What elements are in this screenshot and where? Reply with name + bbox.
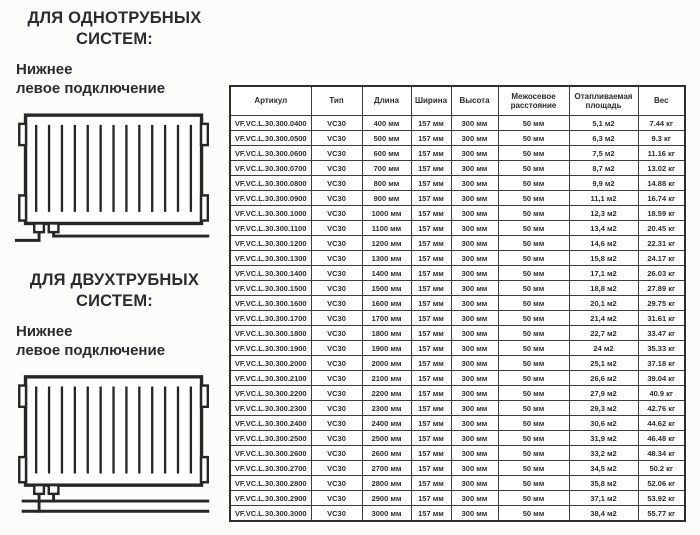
table-cell: VF.VC.L.30.300.2700 [230,461,311,476]
table-cell: VC30 [311,191,362,206]
table-cell: 50 мм [498,386,569,401]
table-cell: 157 мм [411,311,451,326]
table-cell: 9.3 кг [638,131,685,146]
table-row [230,191,685,206]
table-cell: VF.VC.L.30.300.3000 [230,506,311,522]
table-row [230,416,685,431]
table-cell: 300 мм [451,176,498,191]
table-cell: VF.VC.L.30.300.1100 [230,221,311,236]
table-cell: 157 мм [411,491,451,506]
table-cell: 50 мм [498,176,569,191]
table-row [230,401,685,416]
table-cell: 50 мм [498,341,569,356]
table-cell: 700 мм [362,161,411,176]
table-cell: 2200 мм [362,386,411,401]
table-cell: VF.VC.L.30.300.2800 [230,476,311,491]
table-cell: VC30 [311,221,362,236]
table-cell: 300 мм [451,416,498,431]
table-cell: 42.76 кг [638,401,685,416]
section-heading [12,270,217,312]
table-cell: 30,6 м2 [569,416,638,431]
column-header: Вес [638,86,685,116]
table-cell: VC30 [311,446,362,461]
table-cell: VF.VC.L.30.300.0900 [230,191,311,206]
table-cell: 300 мм [451,116,498,131]
table-cell: 300 мм [451,431,498,446]
table-row [230,221,685,236]
table-row [230,356,685,371]
table-cell: 157 мм [411,146,451,161]
table-cell: VC30 [311,161,362,176]
table-cell: 300 мм [451,311,498,326]
table-cell: 157 мм [411,356,451,371]
table-cell: 50 мм [498,401,569,416]
table-cell: 22.31 кг [638,236,685,251]
table-cell: VC30 [311,146,362,161]
table-row [230,266,685,281]
table-cell: 50 мм [498,461,569,476]
table-cell: VF.VC.L.30.300.2400 [230,416,311,431]
table-cell: 2300 мм [362,401,411,416]
table-cell: VF.VC.L.30.300.0500 [230,131,311,146]
table-cell: 300 мм [451,491,498,506]
table-cell: 300 мм [451,266,498,281]
table-cell: 400 мм [362,116,411,131]
table-cell: 39.04 кг [638,371,685,386]
table-cell: VC30 [311,131,362,146]
table-cell: 157 мм [411,236,451,251]
table-row [230,476,685,491]
table-cell: 157 мм [411,221,451,236]
table-cell: VF.VC.L.30.300.0700 [230,161,311,176]
table-cell: 29,3 м2 [569,401,638,416]
table-row [230,251,685,266]
table-cell: 33,2 м2 [569,446,638,461]
table-row [230,461,685,476]
table-cell: 300 мм [451,296,498,311]
table-cell: 50 мм [498,281,569,296]
table-cell: VF.VC.L.30.300.1300 [230,251,311,266]
table-cell: 157 мм [411,431,451,446]
table-cell: 157 мм [411,251,451,266]
table-row [230,341,685,356]
table-cell: 21,4 м2 [569,311,638,326]
table-cell: VC30 [311,311,362,326]
table-cell: 2500 мм [362,431,411,446]
heading-line: ДЛЯ ОДНОТРУБНЫХ [27,9,202,27]
table-cell: 18.59 кг [638,206,685,221]
section-single-pipe [12,8,217,246]
table-cell: 50 мм [498,326,569,341]
table-cell: 12,3 м2 [569,206,638,221]
table-cell: 1200 мм [362,236,411,251]
column-header: Длина [362,86,411,116]
column-header: Артикул [230,86,311,116]
table-cell: 25,1 м2 [569,356,638,371]
column-header: Тип [311,86,362,116]
table-cell: 46.48 кг [638,431,685,446]
table-cell: VF.VC.L.30.300.2100 [230,371,311,386]
heading-line: СИСТЕМ: [75,292,153,310]
spec-table-body [230,116,685,522]
table-cell: 157 мм [411,461,451,476]
table-cell: 157 мм [411,296,451,311]
table-cell: 2600 мм [362,446,411,461]
table-cell: 50 мм [498,446,569,461]
table-cell: 20,1 м2 [569,296,638,311]
table-row [230,371,685,386]
table-cell: 500 мм [362,131,411,146]
table-cell: 300 мм [451,161,498,176]
table-cell: 50 мм [498,506,569,522]
table-cell: 52.06 кг [638,476,685,491]
heading-line: СИСТЕМ: [75,30,153,48]
table-cell: VF.VC.L.30.300.0600 [230,146,311,161]
spec-table-container [229,85,684,522]
table-cell: 35.33 кг [638,341,685,356]
table-cell: VF.VC.L.30.300.2000 [230,356,311,371]
subtitle-line: Нижнее [16,61,73,78]
table-cell: 300 мм [451,206,498,221]
table-cell: 300 мм [451,131,498,146]
table-cell: 26,6 м2 [569,371,638,386]
table-cell: 157 мм [411,401,451,416]
table-cell: 1600 мм [362,296,411,311]
table-cell: 50 мм [498,206,569,221]
table-cell: VF.VC.L.30.300.2200 [230,386,311,401]
table-cell: 31,9 м2 [569,431,638,446]
table-cell: VC30 [311,506,362,522]
connection-type-label [16,323,217,360]
table-cell: 300 мм [451,461,498,476]
table-cell: 800 мм [362,176,411,191]
table-cell: 50 мм [498,251,569,266]
table-cell: VF.VC.L.30.300.2900 [230,491,311,506]
table-cell: 13.02 кг [638,161,685,176]
table-cell: VF.VC.L.30.300.1500 [230,281,311,296]
table-cell: 40.9 кг [638,386,685,401]
table-cell: VF.VC.L.30.300.0800 [230,176,311,191]
table-cell: 48.34 кг [638,446,685,461]
table-cell: 50 мм [498,491,569,506]
table-cell: VC30 [311,206,362,221]
table-cell: 1300 мм [362,251,411,266]
table-cell: 13,4 м2 [569,221,638,236]
table-cell: 300 мм [451,401,498,416]
table-cell: 24 м2 [569,341,638,356]
table-row [230,161,685,176]
table-cell: VC30 [311,431,362,446]
table-cell: 50 мм [498,371,569,386]
table-cell: VC30 [311,401,362,416]
table-cell: 2400 мм [362,416,411,431]
table-cell: 50 мм [498,116,569,131]
spec-table-head-row [230,86,685,116]
table-cell: 1800 мм [362,326,411,341]
table-cell: 157 мм [411,161,451,176]
section-two-pipe [12,270,217,519]
table-cell: 2900 мм [362,491,411,506]
table-cell: 17,1 м2 [569,266,638,281]
table-cell: 27.89 кг [638,281,685,296]
table-cell: 2100 мм [362,371,411,386]
table-cell: 24.17 кг [638,251,685,266]
table-row [230,446,685,461]
table-cell: 50 мм [498,131,569,146]
section-heading [12,8,217,50]
table-cell: 300 мм [451,341,498,356]
table-cell: 1000 мм [362,206,411,221]
table-cell: 50 мм [498,356,569,371]
table-cell: 31.61 кг [638,311,685,326]
table-cell: 50.2 кг [638,461,685,476]
table-cell: 16.74 кг [638,191,685,206]
table-cell: VF.VC.L.30.300.1600 [230,296,311,311]
table-cell: 300 мм [451,281,498,296]
table-cell: VC30 [311,371,362,386]
table-cell: 300 мм [451,446,498,461]
subtitle-line: Нижнее [16,323,73,340]
table-cell: VF.VC.L.30.300.0400 [230,116,311,131]
table-cell: 157 мм [411,176,451,191]
table-cell: 33.47 кг [638,326,685,341]
column-header: Отапливаемая площадь [569,86,638,116]
table-cell: 37.18 кг [638,356,685,371]
table-cell: VF.VC.L.30.300.1700 [230,311,311,326]
table-row [230,236,685,251]
table-cell: 157 мм [411,386,451,401]
radiator-single-pipe-diagram [12,110,217,246]
table-cell: VC30 [311,296,362,311]
table-cell: VC30 [311,491,362,506]
table-cell: 600 мм [362,146,411,161]
table-cell: 53.92 кг [638,491,685,506]
table-cell: VF.VC.L.30.300.1400 [230,266,311,281]
table-cell: 157 мм [411,446,451,461]
table-cell: VC30 [311,251,362,266]
table-cell: 50 мм [498,236,569,251]
table-cell: 157 мм [411,281,451,296]
table-cell: VC30 [311,326,362,341]
table-cell: 50 мм [498,161,569,176]
table-row [230,431,685,446]
table-cell: VC30 [311,266,362,281]
table-cell: 38,4 м2 [569,506,638,522]
table-cell: 27,9 м2 [569,386,638,401]
table-row [230,491,685,506]
table-cell: 300 мм [451,476,498,491]
table-row [230,206,685,221]
table-cell: VC30 [311,236,362,251]
table-cell: 157 мм [411,266,451,281]
table-row [230,131,685,146]
column-header: Межосевое расстояние [498,86,569,116]
spec-table [229,85,686,522]
heading-line: ДЛЯ ДВУХТРУБНЫХ [29,271,200,289]
table-cell: 300 мм [451,236,498,251]
table-cell: 157 мм [411,326,451,341]
table-cell: 14.88 кг [638,176,685,191]
table-cell: 50 мм [498,311,569,326]
table-row [230,326,685,341]
table-cell: 1400 мм [362,266,411,281]
table-cell: 2800 мм [362,476,411,491]
table-row [230,146,685,161]
table-cell: 50 мм [498,221,569,236]
table-cell: 300 мм [451,251,498,266]
table-cell: 9,9 м2 [569,176,638,191]
table-cell: VC30 [311,461,362,476]
table-cell: 26.03 кг [638,266,685,281]
radiator-two-pipe-diagram [12,372,217,519]
table-cell: 44.62 кг [638,416,685,431]
table-cell: 157 мм [411,116,451,131]
table-cell: 2700 мм [362,461,411,476]
table-cell: VF.VC.L.30.300.2600 [230,446,311,461]
table-row [230,281,685,296]
table-cell: 50 мм [498,416,569,431]
table-cell: VC30 [311,341,362,356]
table-cell: 300 мм [451,191,498,206]
table-cell: 5,1 м2 [569,116,638,131]
table-cell: VF.VC.L.30.300.1800 [230,326,311,341]
table-cell: 157 мм [411,506,451,522]
table-cell: 157 мм [411,416,451,431]
table-cell: 50 мм [498,266,569,281]
table-cell: 7.44 кг [638,116,685,131]
table-cell: 6,3 м2 [569,131,638,146]
table-cell: 50 мм [498,476,569,491]
column-header: Ширина [411,86,451,116]
table-row [230,311,685,326]
table-cell: 50 мм [498,191,569,206]
table-cell: 157 мм [411,206,451,221]
table-cell: VF.VC.L.30.300.1200 [230,236,311,251]
table-cell: 157 мм [411,191,451,206]
table-cell: 300 мм [451,356,498,371]
table-cell: 22,7 м2 [569,326,638,341]
table-row [230,506,685,522]
table-cell: 157 мм [411,131,451,146]
table-cell: VC30 [311,416,362,431]
table-cell: VF.VC.L.30.300.2300 [230,401,311,416]
table-cell: 3000 мм [362,506,411,522]
table-cell: 2000 мм [362,356,411,371]
table-cell: 50 мм [498,296,569,311]
table-cell: 1100 мм [362,221,411,236]
table-cell: 50 мм [498,431,569,446]
table-cell: 300 мм [451,221,498,236]
table-cell: VF.VC.L.30.300.1000 [230,206,311,221]
table-cell: VC30 [311,476,362,491]
table-cell: 20.45 кг [638,221,685,236]
table-cell: 157 мм [411,371,451,386]
table-cell: 11.16 кг [638,146,685,161]
table-cell: 1500 мм [362,281,411,296]
table-cell: VF.VC.L.30.300.2500 [230,431,311,446]
subtitle-line: левое подключение [16,341,166,359]
table-cell: 34,5 м2 [569,461,638,476]
table-cell: 8,7 м2 [569,161,638,176]
table-cell: 50 мм [498,146,569,161]
table-cell: 29.75 кг [638,296,685,311]
table-cell: VC30 [311,281,362,296]
table-cell: VF.VC.L.30.300.1900 [230,341,311,356]
table-cell: 157 мм [411,476,451,491]
table-row [230,116,685,131]
subtitle-line: левое подключение [16,79,166,97]
table-cell: 1700 мм [362,311,411,326]
table-cell: 18,8 м2 [569,281,638,296]
table-cell: 14,6 м2 [569,236,638,251]
table-cell: VC30 [311,176,362,191]
table-cell: 55.77 кг [638,506,685,522]
table-cell: 300 мм [451,371,498,386]
table-cell: 300 мм [451,146,498,161]
table-row [230,296,685,311]
connection-type-label [16,61,217,98]
table-cell: 300 мм [451,326,498,341]
table-cell: 1900 мм [362,341,411,356]
table-cell: 35,8 м2 [569,476,638,491]
column-header: Высота [451,86,498,116]
table-cell: 300 мм [451,506,498,522]
table-cell: VC30 [311,386,362,401]
table-row [230,386,685,401]
table-cell: VC30 [311,116,362,131]
table-cell: 900 мм [362,191,411,206]
table-row [230,176,685,191]
table-cell: 7,5 м2 [569,146,638,161]
table-cell: 37,1 м2 [569,491,638,506]
table-cell: 300 мм [451,386,498,401]
table-cell: 15,8 м2 [569,251,638,266]
table-cell: VC30 [311,356,362,371]
table-cell: 11,1 м2 [569,191,638,206]
table-cell: 157 мм [411,341,451,356]
